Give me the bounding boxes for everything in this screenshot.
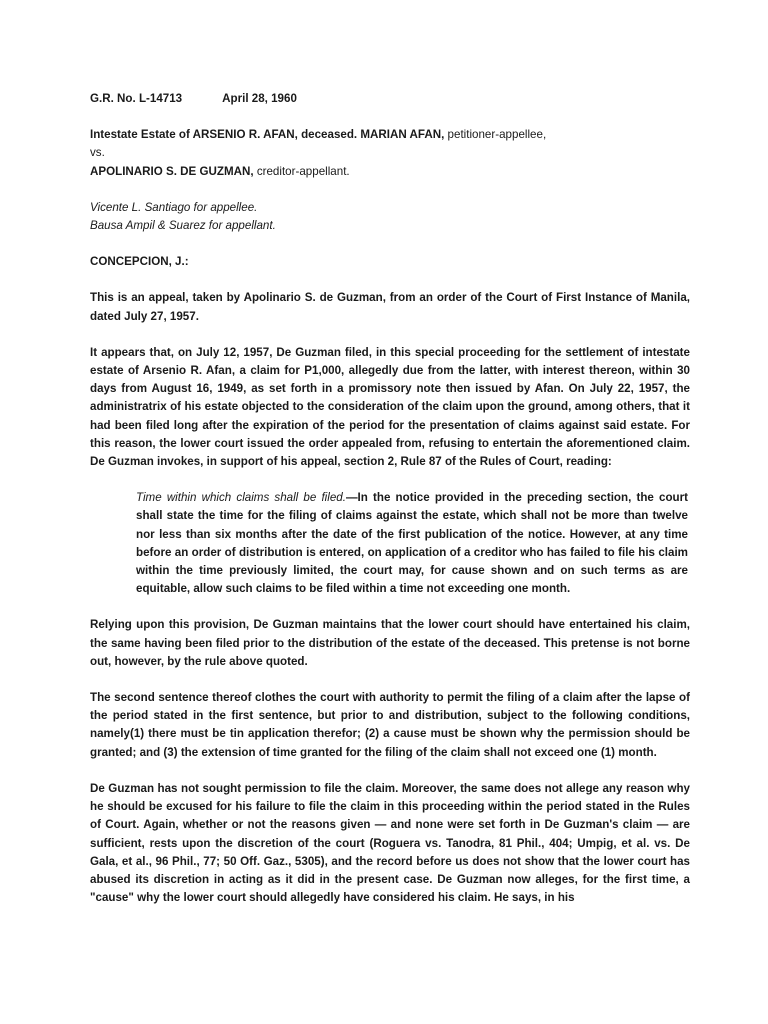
document-page <box>90 90 690 907</box>
quoted-rule <box>136 489 688 598</box>
case-title-role-b: creditor-appellant. <box>253 164 350 178</box>
paragraph-4: The second sentence thereof clothes the court with authority to permit the filing of a claim after the lapse of the period stated in the first sentence, but prior to and distribution, subject to the following conditions, namely(1) there must be tin application therefor; (2) a cause must be shown why the permission should be granted; and (3) the extension of time granted for the filing of the claim shall not exceed one (1) month. <box>90 691 690 759</box>
counsel-appellant: Bausa Ampil & Suarez for appellant. <box>90 219 276 233</box>
paragraph-2: It appears that, on July 12, 1957, De Guzman filed, in this special proceeding for the settlement of intestate estate of Arsenio R. Afan, a claim for P1,000, allegedly due from the latter, with interest thereon, within 30 days from August 16, 1949, as set forth in a promissory note then issued by Afan. On July 22, 1957, the administratrix of his estate objected to the consideration of the claim upon the ground, among others, that it had been filed long after the expiration of the period for the presentation of claims against said estate. For this reason, the lower court issued the order appealed from, refusing to entertain the aforementioned claim. De Guzman invokes, in support of his appeal, section 2, Rule 87 of the Rules of Court, reading: <box>90 345 690 469</box>
ponente: CONCEPCION, J.: <box>90 255 189 269</box>
case-date: April 28, 1960 <box>222 92 297 105</box>
case-header <box>90 90 690 108</box>
quoted-rule-heading: Time within which claims shall be filed. <box>136 491 346 505</box>
paragraph-5: De Guzman has not sought permission to file the claim. Moreover, the same does not allege any reason why he should be excused for his failure to file the claim in this proceeding within the period stated in the Rules of Court. Again, whether or not the reasons given — and none were set forth in De Guzman's claim — are sufficient, rests upon the discretion of the court (Roguera vs. Tanodra, 81 Phil., 404; Umpig, et al. vs. De Gala, et al., 96 Phil., 77; 50 Off. Gaz., 5305), and the record before us does not show that the lower court has abused its discretion in acting as it did in the present case. De Guzman now alleges, for the first time, a "cause" why the lower court should allegedly have considered his claim. He says, in his <box>90 781 690 905</box>
counsel-appellee: Vicente L. Santiago for appellee. <box>90 200 258 214</box>
case-title-parties-a: Intestate Estate of ARSENIO R. AFAN, deceased. MARIAN AFAN, <box>90 128 445 142</box>
case-title-vs: vs. <box>90 146 105 160</box>
paragraph-3: Relying upon this provision, De Guzman maintains that the lower court should have entertained his claim, the same having been filed prior to the distribution of the estate of the deceased. This pretense is not borne out, however, by the rule above quoted. <box>90 618 690 668</box>
case-title <box>90 126 690 181</box>
case-title-role-a: petitioner-appellee, <box>444 128 547 142</box>
quoted-rule-body: —In the notice provided in the preceding section, the court shall state the time for the filing of claims against the estate, which shall not be more than twelve nor less than six months after the date of the first publication of the notice. However, at any time before an order of distribution is entered, on application of a creditor who has failed to file his claim within the time previously limited, the court may, for cause shown and on such terms as are equitable, allow such claims to be filed within a time not exceeding one month. <box>136 491 688 596</box>
case-title-parties-b: APOLINARIO S. DE GUZMAN, <box>90 164 254 178</box>
case-number: G.R. No. L-14713 <box>90 92 183 105</box>
paragraph-1: This is an appeal, taken by Apolinario S. de Guzman, from an order of the Court of First Instance of Manila, dated July 27, 1957. <box>90 291 690 323</box>
